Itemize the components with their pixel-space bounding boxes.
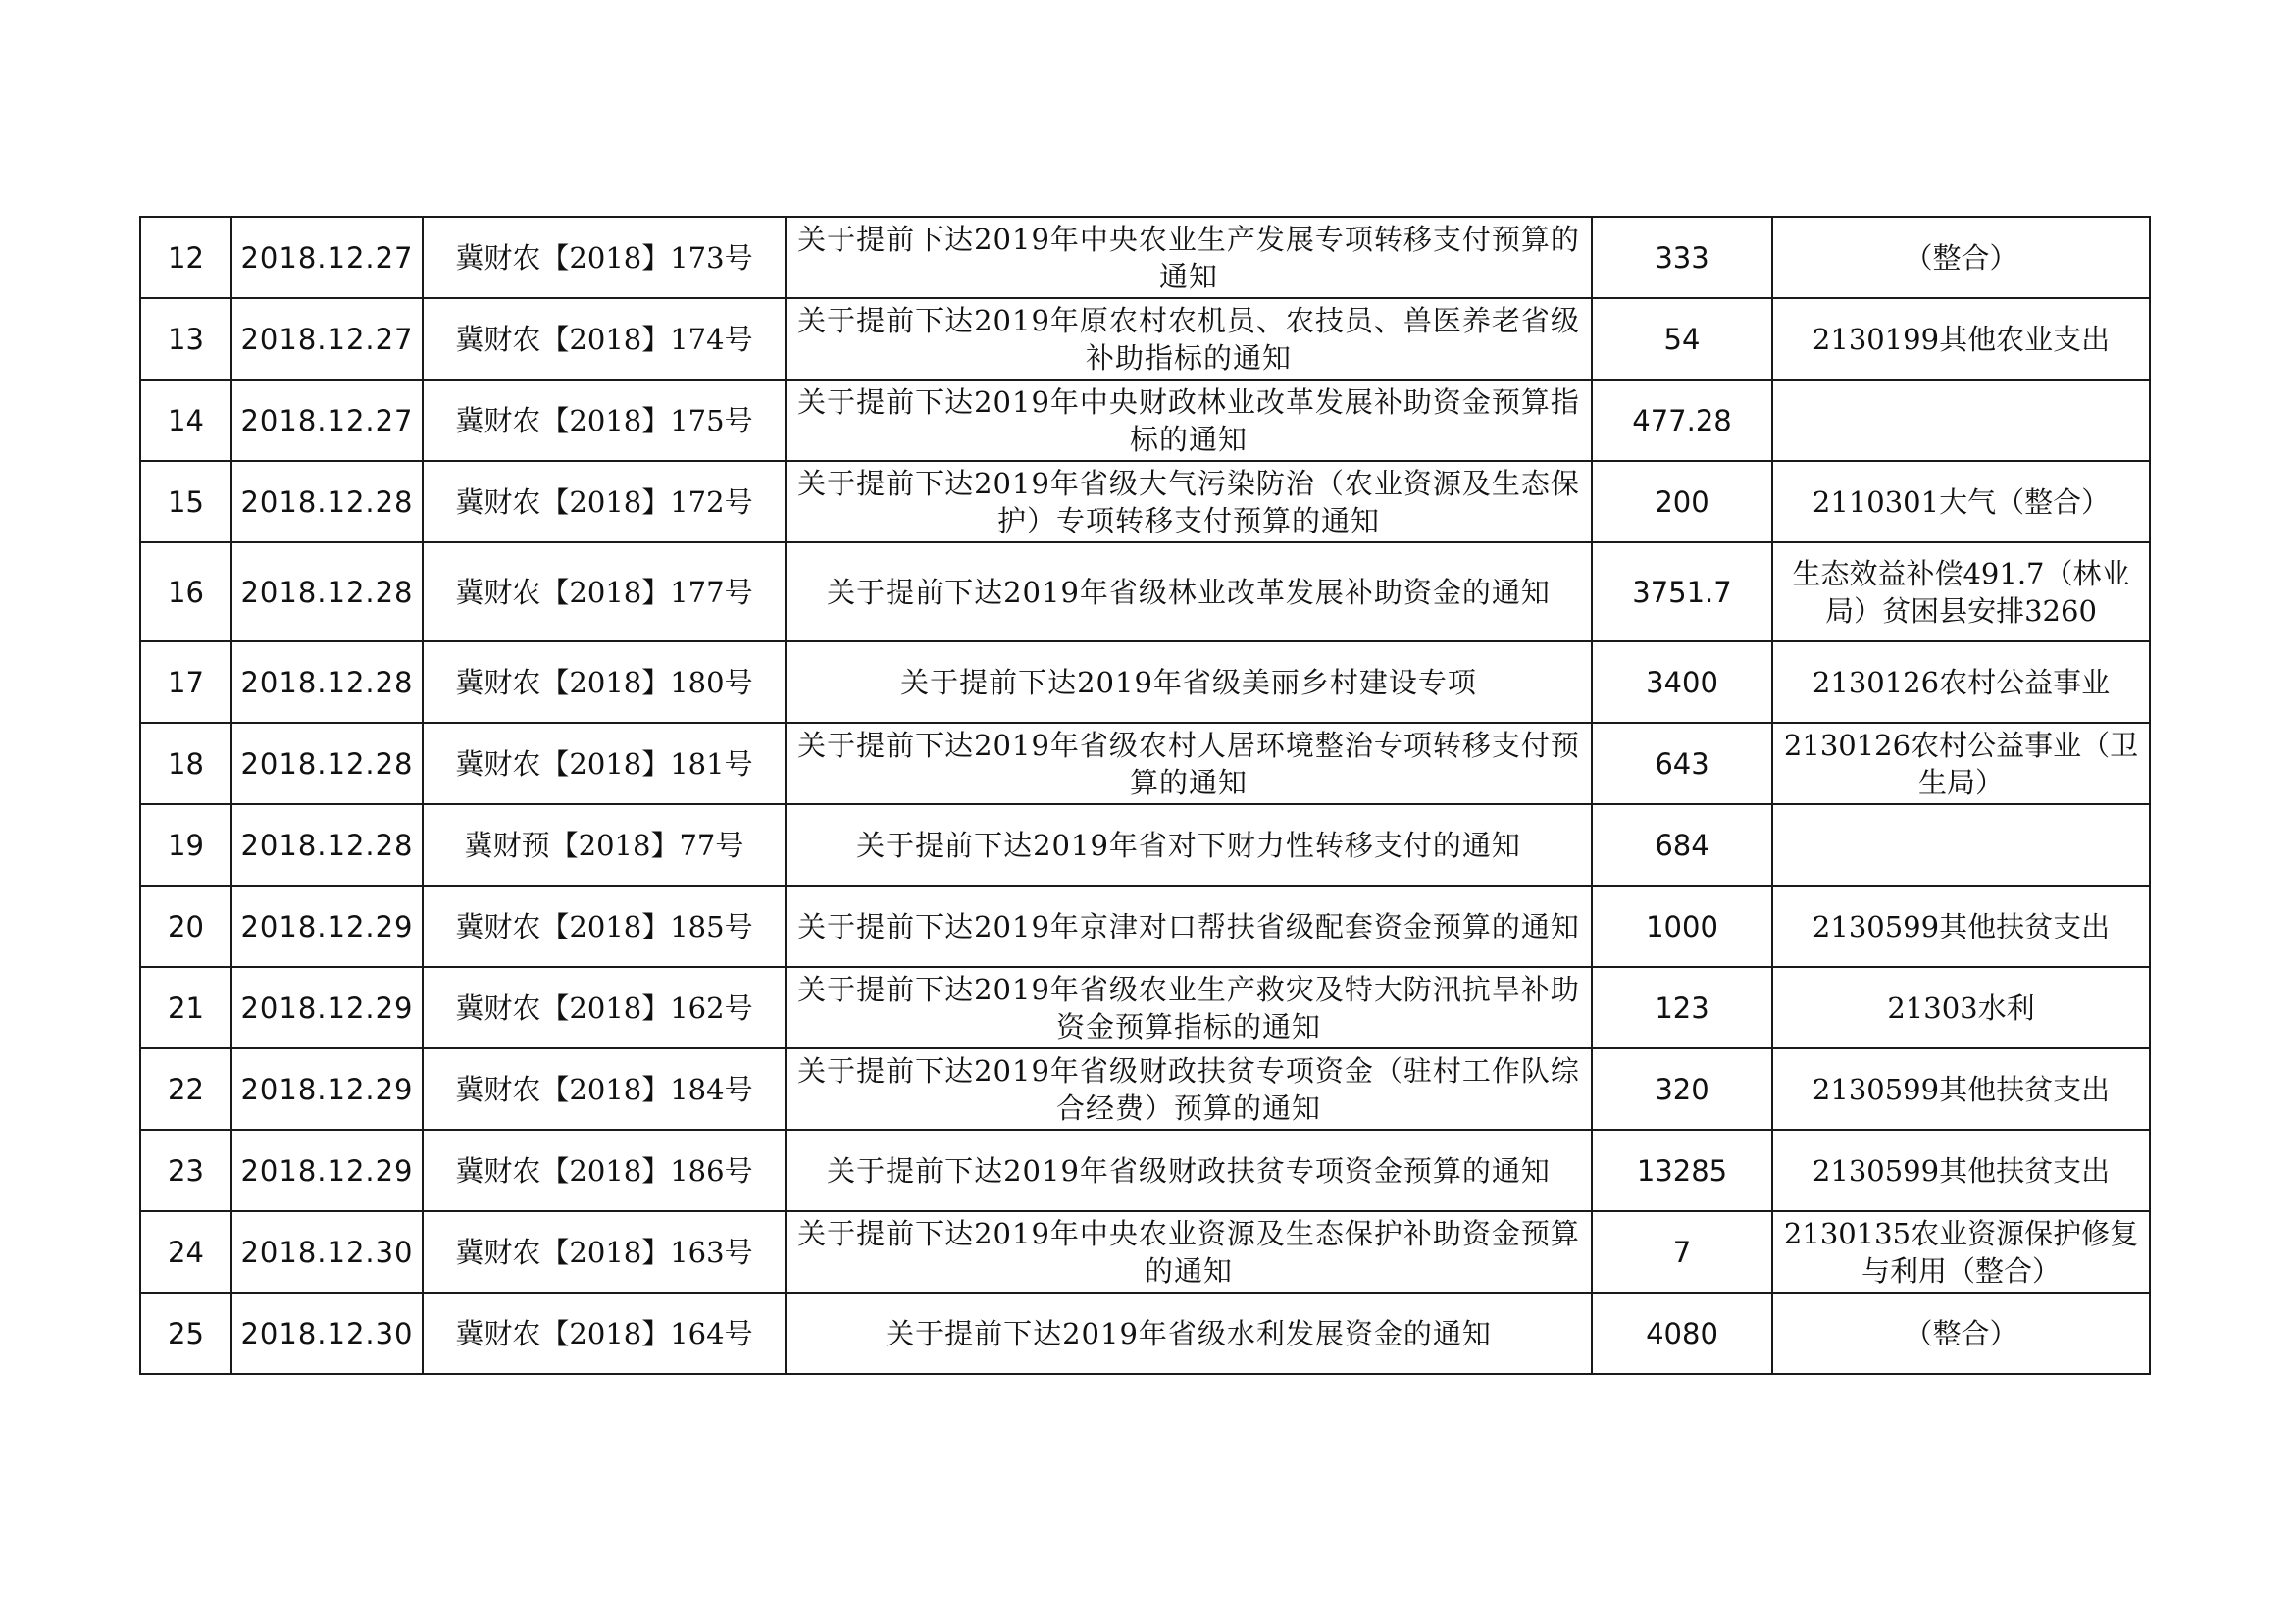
table-row	[140, 1211, 2150, 1293]
document-number-cell: 冀财农【2018】172号	[423, 461, 786, 542]
document-number-cell: 冀财农【2018】164号	[423, 1293, 786, 1374]
document-number-cell: 冀财预【2018】77号	[423, 804, 786, 886]
row-number-cell: 18	[140, 723, 231, 804]
document-number-cell: 冀财农【2018】181号	[423, 723, 786, 804]
document-table	[139, 216, 2151, 1375]
table-row	[140, 723, 2150, 804]
date-cell: 2018.12.29	[231, 886, 423, 967]
row-number-cell: 13	[140, 298, 231, 380]
amount-cell: 643	[1592, 723, 1772, 804]
table-row	[140, 298, 2150, 380]
table-row	[140, 1048, 2150, 1130]
row-number-cell: 23	[140, 1130, 231, 1211]
amount-cell: 54	[1592, 298, 1772, 380]
notice-title-cell: 关于提前下达2019年省级农村人居环境整治专项转移支付预算的通知	[786, 723, 1592, 804]
document-number-cell: 冀财农【2018】185号	[423, 886, 786, 967]
document-number-cell: 冀财农【2018】163号	[423, 1211, 786, 1293]
amount-cell: 684	[1592, 804, 1772, 886]
table-row	[140, 542, 2150, 641]
notice-title-cell: 关于提前下达2019年中央农业资源及生态保护补助资金预算的通知	[786, 1211, 1592, 1293]
date-cell: 2018.12.28	[231, 542, 423, 641]
amount-cell: 200	[1592, 461, 1772, 542]
notice-title-cell: 关于提前下达2019年中央财政林业改革发展补助资金预算指标的通知	[786, 380, 1592, 461]
table-row	[140, 217, 2150, 298]
table-row	[140, 1130, 2150, 1211]
notice-title-cell: 关于提前下达2019年省级财政扶贫专项资金预算的通知	[786, 1130, 1592, 1211]
date-cell: 2018.12.30	[231, 1293, 423, 1374]
notice-title-cell: 关于提前下达2019年省对下财力性转移支付的通知	[786, 804, 1592, 886]
date-cell: 2018.12.27	[231, 217, 423, 298]
amount-cell: 13285	[1592, 1130, 1772, 1211]
document-number-cell: 冀财农【2018】184号	[423, 1048, 786, 1130]
amount-cell: 7	[1592, 1211, 1772, 1293]
table-row	[140, 967, 2150, 1048]
note-cell: 2130126农村公益事业	[1772, 641, 2150, 723]
date-cell: 2018.12.28	[231, 461, 423, 542]
document-number-cell: 冀财农【2018】177号	[423, 542, 786, 641]
notice-title-cell: 关于提前下达2019年省级财政扶贫专项资金（驻村工作队综合经费）预算的通知	[786, 1048, 1592, 1130]
row-number-cell: 25	[140, 1293, 231, 1374]
notice-title-cell: 关于提前下达2019年省级林业改革发展补助资金的通知	[786, 542, 1592, 641]
amount-cell: 3751.7	[1592, 542, 1772, 641]
date-cell: 2018.12.29	[231, 1130, 423, 1211]
document-number-cell: 冀财农【2018】173号	[423, 217, 786, 298]
document-number-cell: 冀财农【2018】162号	[423, 967, 786, 1048]
date-cell: 2018.12.28	[231, 804, 423, 886]
row-number-cell: 24	[140, 1211, 231, 1293]
notice-title-cell: 关于提前下达2019年省级农业生产救灾及特大防汛抗旱补助资金预算指标的通知	[786, 967, 1592, 1048]
document-number-cell: 冀财农【2018】174号	[423, 298, 786, 380]
amount-cell: 3400	[1592, 641, 1772, 723]
note-cell: 2130135农业资源保护修复与利用（整合）	[1772, 1211, 2150, 1293]
notice-title-cell: 关于提前下达2019年省级大气污染防治（农业资源及生态保护）专项转移支付预算的通知	[786, 461, 1592, 542]
amount-cell: 123	[1592, 967, 1772, 1048]
table-row	[140, 380, 2150, 461]
date-cell: 2018.12.29	[231, 1048, 423, 1130]
note-cell: 21303水利	[1772, 967, 2150, 1048]
document-number-cell: 冀财农【2018】175号	[423, 380, 786, 461]
table-row	[140, 886, 2150, 967]
row-number-cell: 19	[140, 804, 231, 886]
notice-title-cell: 关于提前下达2019年京津对口帮扶省级配套资金预算的通知	[786, 886, 1592, 967]
date-cell: 2018.12.27	[231, 298, 423, 380]
table-row	[140, 804, 2150, 886]
date-cell: 2018.12.29	[231, 967, 423, 1048]
note-cell: 2130599其他扶贫支出	[1772, 1048, 2150, 1130]
date-cell: 2018.12.28	[231, 723, 423, 804]
note-cell: 生态效益补偿491.7（林业局）贫困县安排3260	[1772, 542, 2150, 641]
notice-title-cell: 关于提前下达2019年省级水利发展资金的通知	[786, 1293, 1592, 1374]
row-number-cell: 15	[140, 461, 231, 542]
notice-title-cell: 关于提前下达2019年原农村农机员、农技员、兽医养老省级补助指标的通知	[786, 298, 1592, 380]
note-cell	[1772, 380, 2150, 461]
amount-cell: 320	[1592, 1048, 1772, 1130]
date-cell: 2018.12.27	[231, 380, 423, 461]
document-number-cell: 冀财农【2018】180号	[423, 641, 786, 723]
row-number-cell: 20	[140, 886, 231, 967]
row-number-cell: 21	[140, 967, 231, 1048]
amount-cell: 4080	[1592, 1293, 1772, 1374]
row-number-cell: 14	[140, 380, 231, 461]
note-cell: 2130199其他农业支出	[1772, 298, 2150, 380]
row-number-cell: 17	[140, 641, 231, 723]
date-cell: 2018.12.28	[231, 641, 423, 723]
row-number-cell: 22	[140, 1048, 231, 1130]
note-cell: （整合）	[1772, 1293, 2150, 1374]
note-cell: 2110301大气（整合）	[1772, 461, 2150, 542]
note-cell	[1772, 804, 2150, 886]
note-cell: 2130599其他扶贫支出	[1772, 886, 2150, 967]
date-cell: 2018.12.30	[231, 1211, 423, 1293]
note-cell: 2130599其他扶贫支出	[1772, 1130, 2150, 1211]
table-row	[140, 461, 2150, 542]
amount-cell: 1000	[1592, 886, 1772, 967]
table-row	[140, 1293, 2150, 1374]
document-number-cell: 冀财农【2018】186号	[423, 1130, 786, 1211]
note-cell: 2130126农村公益事业（卫生局）	[1772, 723, 2150, 804]
note-cell: （整合）	[1772, 217, 2150, 298]
row-number-cell: 12	[140, 217, 231, 298]
amount-cell: 477.28	[1592, 380, 1772, 461]
notice-title-cell: 关于提前下达2019年中央农业生产发展专项转移支付预算的通知	[786, 217, 1592, 298]
table-row	[140, 641, 2150, 723]
amount-cell: 333	[1592, 217, 1772, 298]
row-number-cell: 16	[140, 542, 231, 641]
notice-title-cell: 关于提前下达2019年省级美丽乡村建设专项	[786, 641, 1592, 723]
